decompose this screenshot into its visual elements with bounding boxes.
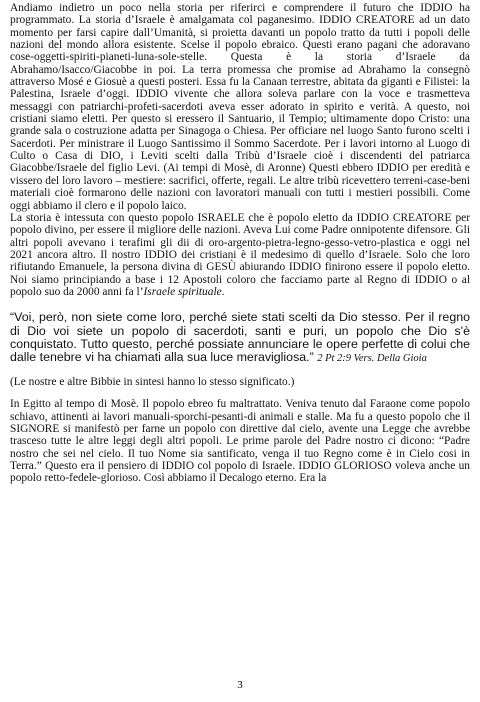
paragraph-egypt: In Egitto al tempo di Mosè. Il popolo ebreo fu maltrattato. Veniva tenuto dal Faraone come popolo schiavo, attinenti ai lavori manuali-sporchi-pesanti-di animali e stalle. Ma fu a questo popolo che il SIGNORE si manifestò per farne un popolo con direttive dal cielo, avente una Legge che avrebbe trasceso tutte le altre leggi degli altri popoli. Le prime parole del Padre nostro ci dicono: “Padre nostro che sei nel cielo. Il tuo Nome sia santificato, venga il tuo Regno come è in Cielo cosi in Terra.” Questo era il pensiero di IDDIO col popolo di Israele. IDDIO GLORIOSO voleva anche un popolo retto-fedele-glorioso. Così abbiamo il Decalogo eterno. Era la bbox=[10, 398, 470, 485]
bible-quote bbox=[10, 311, 470, 366]
paragraph-history-of-israel: Andiamo indietro un poco nella storia per riferirci e comprendere il futuro che IDDIO ha programmato. La storia d’Israele è amalgamata col paganesimo. IDDIO CREATORE ad un dato momento per farsi capire dall’Umanità, si proietta davanti un popolo tratto da tutti i popoli delle nazioni del mondo allora esistente. Scelse il popolo ebraico. Questi erano pagani che adoravano cose-oggetti-spiriti-pianeti-luna-sole-stelle. Questa è la storia d’Israele da Abrahamo/Isacco/Giacobbe in poi. La terra promessa che promise ad Abrahamo la consegnò attraverso Mosé e Giosuè a questi posteri. Essa fu la Canaan terrestre, abitata da giganti e Filistei: la Palestina, Israele d’oggi. IDDIO vivente che allora soleva parlare con la voce e trasmetteva messaggi con patriarchi-profeti-sacerdoti aveva esser adorato in spirito e verità. A questo, noi cristiani siamo eletti. Per questo si eressero il Santuario, il Tempio; ultimamente dopo Cristo: una grande sala o costruzione adatta per Sinagoga o Chiesa. Per officiare nel luogo Santo furono scelti i Sacerdoti. Per ministrare il Luogo Santissimo il Sommo Sacerdote. Per i lavori intorno al Luogo di Culto o Casa di DIO, i Leviti scelti dalla Tribù d’Israele cioè i discendenti del patriarca Giacobbe/Israele del figlio Levi. (Ai tempi di Mosè, di Aronne) Questi ebbero IDDIO per eredità e vissero del loro lavoro – mestiere: sacrifici, offerte, regali. Le altre tribù ricevettero terreni-case-beni materiali cioè formarono delle nazioni con lavoratori manuali con tutti i mestieri possibili. Come oggi abbiamo il clero e il popolo laico. bbox=[10, 2, 470, 212]
page-number: 3 bbox=[237, 679, 243, 691]
paragraph-chosen-people bbox=[10, 212, 470, 298]
paragraph-chosen-people-text: La storia è intessuta con questo popolo ISRAELE che è popolo eletto da IDDIO CREATORE per popolo divino, per essere il migliore delle nazioni. Aveva Lui come Padre onnipotente difensore. Gli altri popoli avevano i terafimi gli dii di oro-argento-pietra-legno-gesso-vetro-plastica e oggi nel 2021 ancora altro. Il nostro IDDIO dei cristiani è il medesimo di quello d’Israele. Solo che loro rifiutando Emanuele, la persona divina di GESÙ abiurando IDDIO finirono essere il popolo eletto. Noi siamo principiando a base i 12 Apostoli coloro che facciamo parte al Regno di IDDIO o al popolo suo da 2000 anni fa l’ bbox=[10, 211, 470, 298]
bible-quote-text: “Voi, però, non siete come loro, perché siete stati scelti da Dio stesso. Per il regno di Dio voi siete un popolo di sacerdoti, santi e puri, un popolo che Dio s'è conquistato. Tutto questo, perché possiate annunciare le opere perfette di colui che dalle tenebre vi ha chiamati alla sua luce meravigliosa.” bbox=[10, 310, 470, 365]
bible-quote-reference: 2 Pt 2:9 Vers. Della Gioia bbox=[317, 353, 427, 365]
italic-spiritual-israel: Israele spirituale bbox=[143, 285, 222, 298]
bible-note: (Le nostre e altre Bibbie in sintesi hanno lo stesso significato.) bbox=[10, 375, 295, 388]
paragraph-chosen-people-end: . bbox=[221, 285, 225, 298]
